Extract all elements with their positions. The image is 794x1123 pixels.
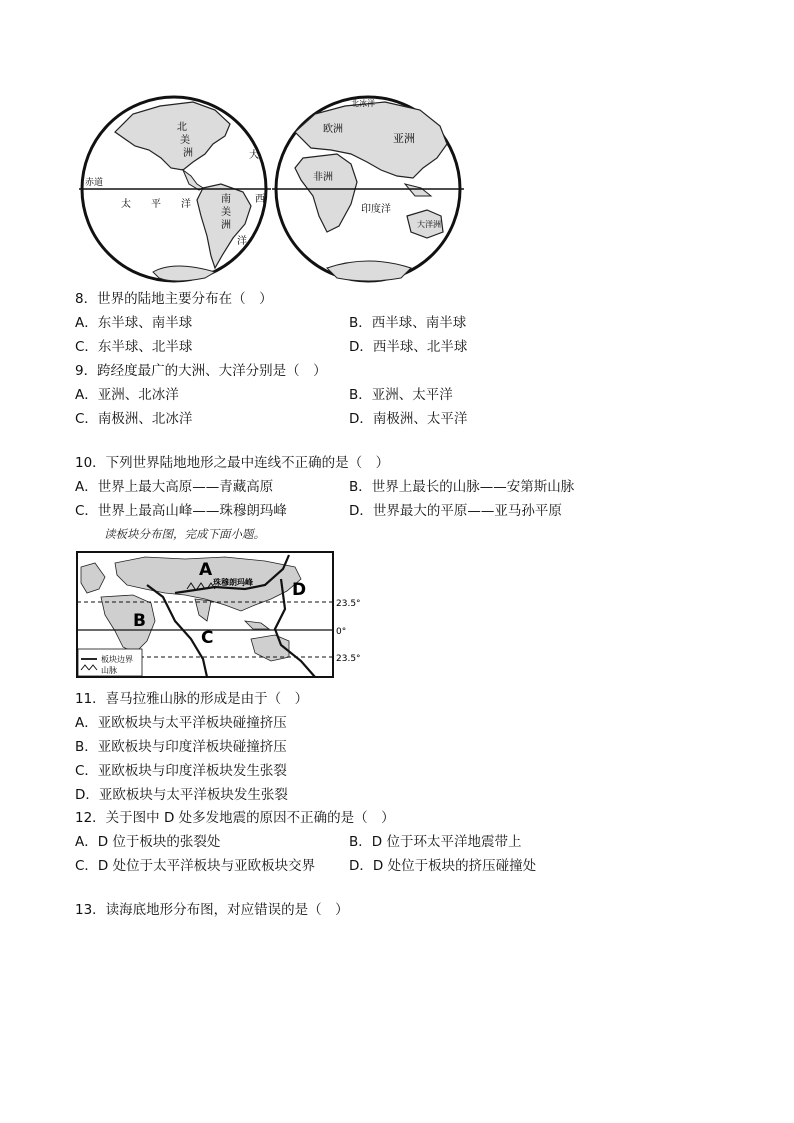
question-8-option-d[interactable]: D．西半球、北半球 <box>349 339 468 355</box>
question-11-option-b[interactable]: B．亚欧板块与印度洋板块碰撞挤压 <box>75 739 287 755</box>
map-label-arctic: 北冰洋 <box>351 99 375 108</box>
question-9-stem: 9．跨经度最广的大洲、大洋分别是（ ） <box>75 363 327 379</box>
question-12-stem: 12．关于图中 D 处多发地震的原因不正确的是（ ） <box>75 810 395 826</box>
map-label-africa: 非洲 <box>313 172 333 183</box>
map-label-indian-ocean: 印度洋 <box>361 204 391 215</box>
question-12-option-d[interactable]: D．D 处位于板块的挤压碰撞处 <box>349 858 537 874</box>
plate-lat-south: 23.5° <box>336 654 361 664</box>
plate-label-d: D <box>292 580 307 600</box>
plate-map-caption: 读板块分布图，完成下面小题。 <box>104 527 265 541</box>
question-11-option-d[interactable]: D．亚欧板块与太平洋板块发生张裂 <box>75 787 288 803</box>
question-10-option-a[interactable]: A．世界上最大高原——青藏高原 <box>75 479 274 495</box>
plate-label-b: B <box>133 611 146 631</box>
question-12-option-a[interactable]: A．D 位于板块的张裂处 <box>75 834 221 850</box>
map-label-pacific-3: 洋 <box>181 199 191 210</box>
plate-map <box>75 549 365 680</box>
map-label-pacific-1: 太 <box>121 199 131 210</box>
western-hemisphere <box>79 97 271 281</box>
map-label-europe: 欧洲 <box>323 124 343 135</box>
map-label-south-america-3: 洲 <box>221 220 231 231</box>
question-11-option-a[interactable]: A．亚欧板块与太平洋板块碰撞挤压 <box>75 715 287 731</box>
eastern-hemisphere <box>272 97 464 281</box>
question-9-option-d[interactable]: D．南极洲、太平洋 <box>349 411 468 427</box>
question-9-option-b[interactable]: B．亚洲、太平洋 <box>349 387 453 403</box>
plate-label-everest: 珠穆朗玛峰 <box>213 578 253 587</box>
plate-label-c: C <box>201 628 214 648</box>
question-12-option-c[interactable]: C．D 处位于太平洋板块与亚欧板块交界 <box>75 858 316 874</box>
map-label-asia: 亚洲 <box>393 132 415 145</box>
question-9-option-c[interactable]: C．南极洲、北冰洋 <box>75 411 193 427</box>
plate-lat-north: 23.5° <box>336 599 361 609</box>
map-label-west: 西 <box>255 194 265 205</box>
plate-legend-boundary: 板块边界 <box>101 655 133 664</box>
question-10-option-d[interactable]: D．世界最大的平原——亚马孙平原 <box>349 503 562 519</box>
question-11-option-c[interactable]: C．亚欧板块与印度洋板块发生张裂 <box>75 763 287 779</box>
map-label-north-america-1: 北 <box>177 122 187 133</box>
question-10-stem: 10．下列世界陆地地形之最中连线不正确的是（ ） <box>75 455 390 471</box>
question-10-option-b[interactable]: B．世界上最长的山脉——安第斯山脉 <box>349 479 575 495</box>
question-8-option-b[interactable]: B．西半球、南半球 <box>349 315 467 331</box>
map-label-atlantic-yang: 洋 <box>237 236 247 247</box>
question-10-option-c[interactable]: C．世界上最高山峰——珠穆朗玛峰 <box>75 503 287 519</box>
plate-legend-mountain: 山脉 <box>101 666 117 675</box>
question-8-option-c[interactable]: C．东半球、北半球 <box>75 339 193 355</box>
map-label-north-america-2: 美 <box>180 135 190 146</box>
question-11-stem: 11．喜马拉雅山脉的形成是由于（ ） <box>75 691 309 707</box>
map-label-oceania: 大洋洲 <box>417 220 441 229</box>
map-label-pacific-2: 平 <box>151 199 161 210</box>
question-12-option-b[interactable]: B．D 位于环太平洋地震带上 <box>349 834 522 850</box>
map-label-great: 大 <box>249 150 259 161</box>
question-9-option-a[interactable]: A．亚洲、北冰洋 <box>75 387 179 403</box>
map-label-south-america-2: 美 <box>221 207 231 218</box>
antarctica-east-shape <box>327 261 411 281</box>
map-label-equator: 赤道 <box>85 178 104 188</box>
hemisphere-map <box>75 92 470 287</box>
question-13-stem: 13．读海底地形分布图，对应错误的是（ ） <box>75 902 349 918</box>
map-label-south-america-1: 南 <box>221 194 231 205</box>
question-8-stem: 8．世界的陆地主要分布在（ ） <box>75 291 273 307</box>
question-8-option-a[interactable]: A．东半球、南半球 <box>75 315 193 331</box>
plate-label-a: A <box>199 560 213 580</box>
map-label-north-america-3: 洲 <box>183 148 193 159</box>
plate-lat-zero: 0° <box>336 627 347 637</box>
